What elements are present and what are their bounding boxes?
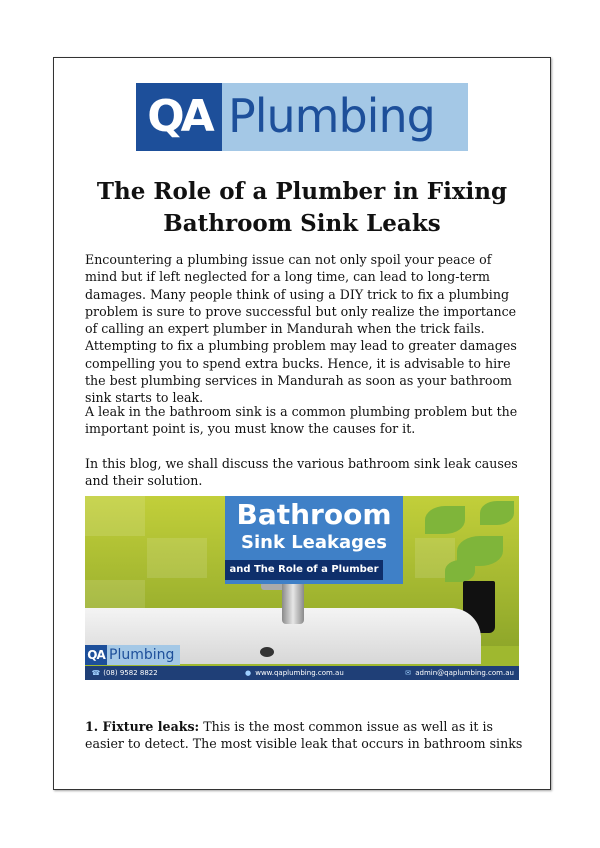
blog-scope-paragraph: In this blog, we shall discuss the various bathroom sink leak causes and their solution. (85, 456, 518, 489)
banner-logo (85, 645, 180, 665)
banner-title-line-2: Sink Leakages (241, 532, 387, 553)
contact-phone (91, 666, 158, 680)
banner-subtitle: and The Role of a Plumber (225, 560, 383, 580)
page-title (54, 176, 550, 240)
banner-logo-qa: QA (85, 645, 107, 665)
contact-email (403, 666, 514, 680)
globe-icon: ● (244, 669, 252, 677)
phone-icon: ☎ (91, 669, 101, 677)
list-item-label: 1. Fixture leaks: (85, 719, 200, 734)
mail-icon: ✉ (405, 669, 411, 677)
banner-logo-word: Plumbing (109, 647, 175, 663)
website-url: www.qaplumbing.com.au (255, 669, 344, 677)
article-banner-image (85, 496, 519, 680)
document-page (53, 57, 551, 790)
list-item (85, 718, 525, 753)
contact-website (243, 666, 344, 680)
banner-contact-bar (85, 666, 519, 680)
logo-wordmark: Plumbing (228, 89, 435, 143)
title-line-2: Bathroom Sink Leaks (163, 210, 441, 237)
intro-paragraph: Encountering a plumbing issue can not only spoil your peace of mind but if left neglected for a long time, can lead to long-term damages. Many people think of using a DIY trick to fix a plumbing problem is sure to prove successful but only realize the importance of calling an expert plumber in Mandurah when the trick fails. Attempting to fix a plumbing problem may lead to greater damages compelling you to spend extra bucks. Hence, it is advisable to hire the best plumbing services in Mandurah as soon as your bathroom sink starts to leak. (85, 252, 517, 406)
title-line-1: The Role of a Plumber in Fixing (96, 178, 508, 205)
logo-qa-mark: QA (136, 83, 222, 151)
qa-plumbing-logo (136, 83, 468, 151)
causes-paragraph: A leak in the bathroom sink is a common plumbing problem but the important point is, you must know the causes for it. (85, 404, 518, 437)
email-address: admin@qaplumbing.com.au (415, 669, 514, 677)
phone-number: (08) 9582 8822 (103, 669, 158, 677)
sink-drain (260, 647, 274, 657)
list-item-text: This is the most common issue as well as it is easier to detect. The most visible leak that occurs in bathroom sinks (85, 719, 523, 752)
banner-title-line-1: Bathroom (236, 498, 392, 531)
